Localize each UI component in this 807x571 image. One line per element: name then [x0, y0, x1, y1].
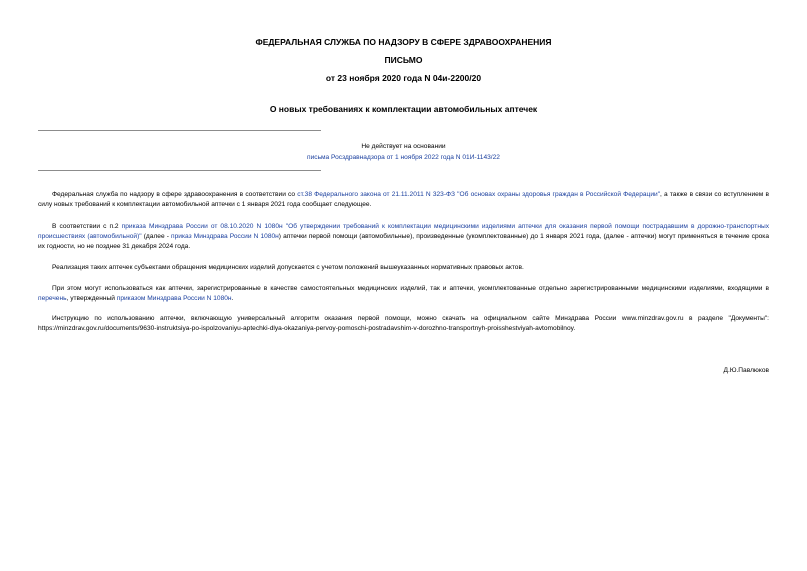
law-323fz-link[interactable]: ст.38 Федерального закона от 21.11.2011 N 323-ФЗ "Об основах охраны здоровья граждан в Российской Федерации": [297, 191, 661, 198]
paragraph-4-text-b: , утвержденный: [66, 295, 117, 303]
document-type: ПИСЬМО: [384, 55, 423, 65]
divider-bottom: [38, 170, 321, 171]
document-subject: О новых требованиях к комплектации автомобильных аптечек: [269, 104, 538, 114]
paragraph-4: [38, 284, 769, 304]
agency-title: ФЕДЕРАЛЬНАЯ СЛУЖБА ПО НАДЗОРУ В СФЕРЕ ЗДРАВООХРАНЕНИЯ: [255, 37, 552, 47]
status-reference-link[interactable]: письма Росздравнадзора от 1 ноября 2022 года N 01И-1143/22: [307, 154, 500, 161]
paragraph-1-text-a: Федеральная служба по надзору в сфере здравоохранения в соответствии со: [52, 191, 298, 198]
paragraph-4-text-c: .: [231, 295, 234, 303]
paragraph-1: [38, 190, 769, 210]
order-1080n-approval-link[interactable]: приказом Минздрава России N 1080н: [116, 295, 232, 303]
paragraph-3-text: Реализация таких аптечек субъектами обращения медицинских изделий допускается с учетом положений вышеуказанных нормативных правовых актов.: [52, 264, 524, 271]
paragraph-1-text-b: , а также в связи со вступлением в силу новых требований к комплектации автомобильной аптечки с 1 января 2021 года сообщает следующее.: [38, 191, 770, 209]
status-link-line: [240, 152, 567, 163]
paragraph-5: [38, 314, 769, 334]
paragraph-3: [38, 263, 769, 273]
status-note: Не действует на основании: [361, 143, 446, 150]
order-1080n-full-link[interactable]: приказа Минздрава России от 08.10.2020 N 1080н "Об утверждении требований к комплектации медицинскими изделиями аптечки для оказания первой помощи пострадавшим в дорожно-транспортных происшествиях (автомобильной)": [38, 223, 769, 241]
paragraph-4-text-a: При этом могут использоваться как аптечки, зарегистрированные в качестве самостоятельных медицинских изделий, так и аптечки, укомплектованные отдельно зарегистрированными медицинскими изделиями, входящими в: [52, 285, 769, 292]
paragraph-2-text-c: ) аптечки первой помощи (автомобильные), произведенные (укомплектованные) до 1 января 2021 года, (далее - аптечки) могут применяться в течение срока их годности, но не позднее 31 декабря 2024 года.: [38, 233, 769, 251]
paragraph-2: [38, 222, 769, 253]
list-link[interactable]: перечень: [38, 295, 67, 303]
signer-name: Д.Ю.Павлюков: [723, 367, 769, 374]
order-1080n-short-link[interactable]: приказ Минздрава России N 1080н: [171, 233, 279, 241]
paragraph-2-text-b: (далее -: [141, 233, 172, 241]
document-date-number: от 23 ноября 2020 года N 04и-2200/20: [325, 73, 482, 83]
paragraph-2-text-a: В соответствии с п.2: [52, 223, 122, 230]
divider-top: [38, 130, 321, 131]
paragraph-5-text: Инструкцию по использованию аптечки, включающую универсальный алгоритм оказания первой помощи, можно скачать на официальном сайте Минздрава России www.minzdrav.gov.ru в разделе "Документы": https://minzdrav.gov.ru/documents/9630-instruktsiya-po-ispolzovaniyu-aptechki-dlya-okazaniya-pervoy-pomoschi-postradavshim-v-dorozhno-transportnyh-proisshestviyah-avtomobilnoy.: [38, 315, 769, 333]
